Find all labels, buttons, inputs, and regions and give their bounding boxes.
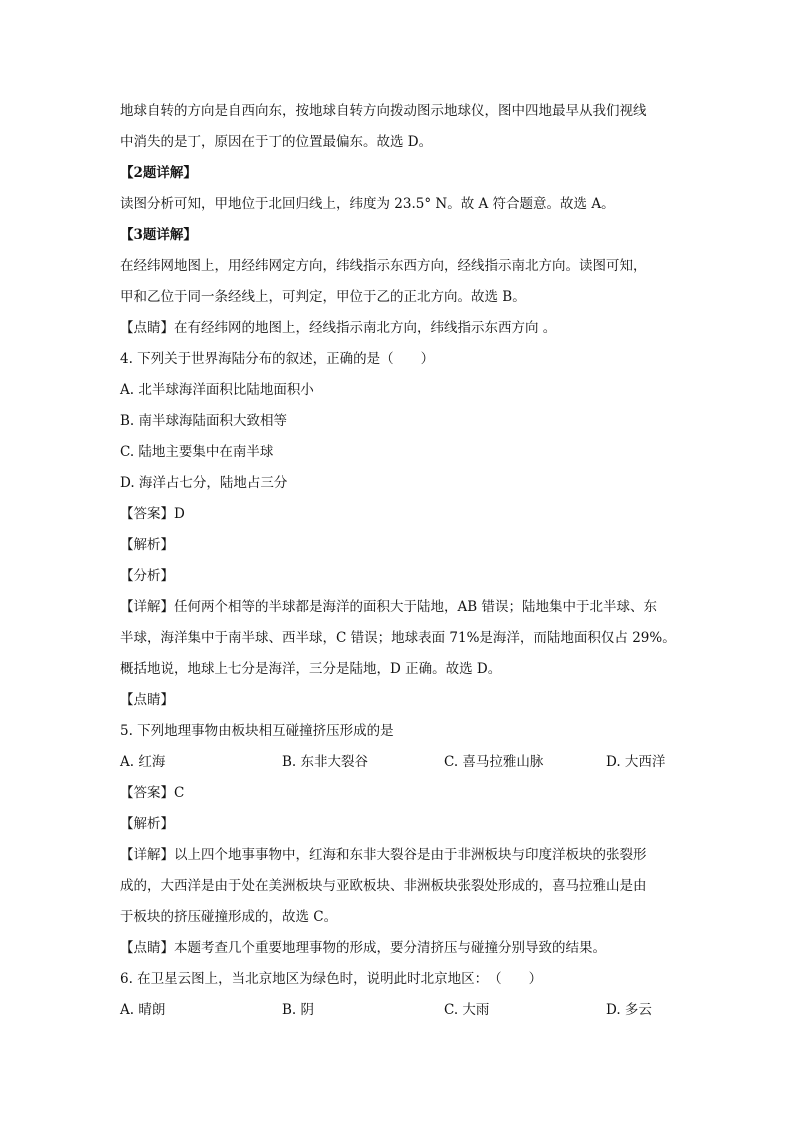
answer-label: 【答案】D [120, 506, 185, 522]
answer-label: 【答案】C [120, 785, 185, 801]
text-line: 在经纬网地图上，用经纬网定方向，纬线指示东西方向，经线指示南北方向。读图可知， [120, 258, 647, 274]
answer-option: B. 阴 [282, 1002, 315, 1018]
options-row [120, 747, 680, 778]
question-stem: 6. 在卫星云图上，当北京地区为绿色时，说明此时北京地区： （ ） [120, 971, 543, 987]
answer-option: A. 红海 [120, 754, 166, 770]
answer-option: C. 喜马拉雅山脉 [444, 754, 544, 770]
section-heading: 【2题详解】 [120, 165, 197, 181]
answer-option: A. 晴朗 [120, 1002, 166, 1018]
answer-option: C. 大雨 [444, 1002, 490, 1018]
note-line: 【点睛】在有经纬网的地图上，经线指示南北方向，纬线指示东西方向 。 [120, 320, 557, 336]
text-line: 【详解】任何两个相等的半球都是海洋的面积大于陆地，AB 错误；陆地集中于北半球、东 [120, 599, 657, 615]
document-page [120, 96, 680, 1026]
answer-option: B. 东非大裂谷 [282, 754, 369, 770]
analysis-label: 【解析】 [120, 816, 174, 832]
answer-option: C. 陆地主要集中在南半球 [120, 444, 274, 460]
text-line: 读图分析可知，甲地位于北回归线上，纬度为 23.5° N。故 A 符合题意。故选 A。 [120, 196, 615, 212]
text-line: 成的，大西洋是由于处在美洲板块与亚欧板块、非洲板块张裂处形成的，喜马拉雅山是由 [120, 878, 647, 894]
text-line: 中消失的是丁，原因在于丁的位置最偏东。故选 D。 [120, 134, 433, 150]
answer-option: B. 南半球海陆面积大致相等 [120, 413, 288, 429]
question-stem: 5. 下列地理事物由板块相互碰撞挤压形成的是 [120, 723, 394, 739]
analysis-label: 【解析】 [120, 537, 174, 553]
text-line: 甲和乙位于同一条经线上，可判定，甲位于乙的正北方向。故选 B。 [120, 289, 526, 305]
question-stem: 4. 下列关于世界海陆分布的叙述，正确的是（ ） [120, 351, 435, 367]
options-row [120, 995, 680, 1026]
answer-option: A. 北半球海洋面积比陆地面积小 [120, 382, 314, 398]
analysis-label: 【分析】 [120, 568, 174, 584]
answer-option: D. 多云 [606, 1002, 652, 1018]
text-line: 于板块的挤压碰撞形成的，故选 C。 [120, 909, 338, 925]
note-line: 【点睛】 [120, 692, 174, 708]
answer-option: D. 大西洋 [606, 754, 666, 770]
answer-option: D. 海洋占七分，陆地占三分 [120, 475, 288, 491]
text-line: 【详解】以上四个地事事物中，红海和东非大裂谷是由于非洲板块与印度洋板块的张裂形 [120, 847, 647, 863]
text-line: 地球自转的方向是自西向东，按地球自转方向拨动图示地球仪，图中四地最早从我们视线 [120, 103, 647, 119]
note-line: 【点睛】本题考查几个重要地理事物的形成，要分清挤压与碰撞分别导致的结果。 [120, 940, 606, 956]
text-line: 概括地说，地球上七分是海洋，三分是陆地，D 正确。故选 D。 [120, 661, 502, 677]
text-line: 半球，海洋集中于南半球、西半球，C 错误；地球表面 71%是海洋，而陆地面积仅占 29%。 [120, 630, 676, 646]
section-heading: 【3题详解】 [120, 227, 197, 243]
